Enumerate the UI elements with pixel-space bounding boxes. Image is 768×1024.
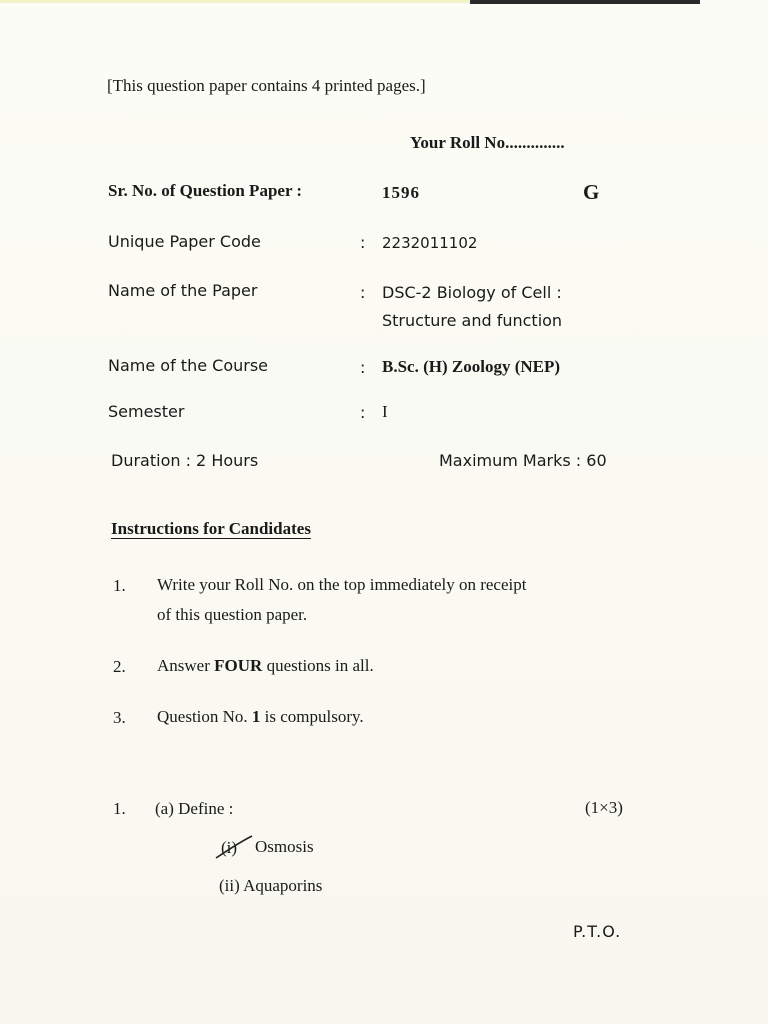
instruction-1-number: 1.: [113, 576, 126, 595]
roll-no-line: Your Roll No..............: [410, 133, 565, 152]
paper-code-colon: :: [360, 233, 366, 252]
course-name-value: B.Sc. (H) Zoology (NEP): [382, 357, 561, 376]
instruction-3-text: [157, 707, 364, 727]
instruction-2-pre: Answer: [157, 656, 215, 675]
sub-ii-text: (ii) Aquaporins: [219, 876, 323, 895]
instruction-2-post: questions in all.: [262, 656, 374, 675]
paper-code-label: Unique Paper Code: [108, 232, 261, 251]
instruction-3-number: 3.: [113, 708, 126, 727]
course-name-label: Name of the Course: [108, 356, 268, 375]
sub-i-text: Osmosis: [255, 837, 314, 856]
scan-top-bar: [470, 0, 700, 4]
instruction-2-bold: FOUR: [214, 656, 263, 675]
pages-note: [This question paper contains 4 printed pages.]: [107, 76, 426, 95]
sub-i-label: (i): [221, 838, 238, 857]
semester-label: Semester: [108, 402, 185, 421]
sr-no-label: Sr. No. of Question Paper :: [108, 181, 303, 200]
paper-name-line1: DSC-2 Biology of Cell :: [382, 283, 562, 302]
question-1-part-a: (a) Define :: [155, 799, 234, 818]
instruction-2-text: [157, 656, 374, 676]
paper-name-line2: Structure and function: [382, 311, 563, 330]
question-1-marks: (1×3): [585, 798, 623, 817]
paper-name-colon: :: [360, 283, 366, 302]
instruction-2-number: 2.: [113, 657, 126, 676]
pto-text: P.T.O.: [573, 922, 622, 941]
paper-name-label: Name of the Paper: [108, 281, 258, 300]
duration-text: Duration : 2 Hours: [111, 451, 259, 470]
scan-edge-strip: [0, 0, 470, 3]
instruction-1-line1: Write your Roll No. on the top immediately on receipt: [157, 575, 527, 594]
semester-colon: :: [360, 403, 366, 422]
instruction-3-pre: Question No.: [157, 707, 252, 726]
question-1-number: 1.: [113, 799, 126, 818]
instruction-3-post: is compulsory.: [260, 707, 364, 726]
pen-strike-mark: [214, 834, 254, 860]
instruction-1-line2: of this question paper.: [157, 605, 308, 624]
paper-code-value: 2232011102: [382, 234, 478, 252]
course-name-colon: :: [360, 358, 366, 377]
instruction-3-bold: 1: [251, 707, 261, 726]
max-marks-text: Maximum Marks : 60: [439, 451, 607, 470]
paper-set-letter: G: [583, 180, 600, 204]
semester-value: I: [382, 402, 388, 421]
instructions-heading: Instructions for Candidates: [111, 519, 311, 538]
sr-no-value: 1596: [382, 183, 420, 202]
